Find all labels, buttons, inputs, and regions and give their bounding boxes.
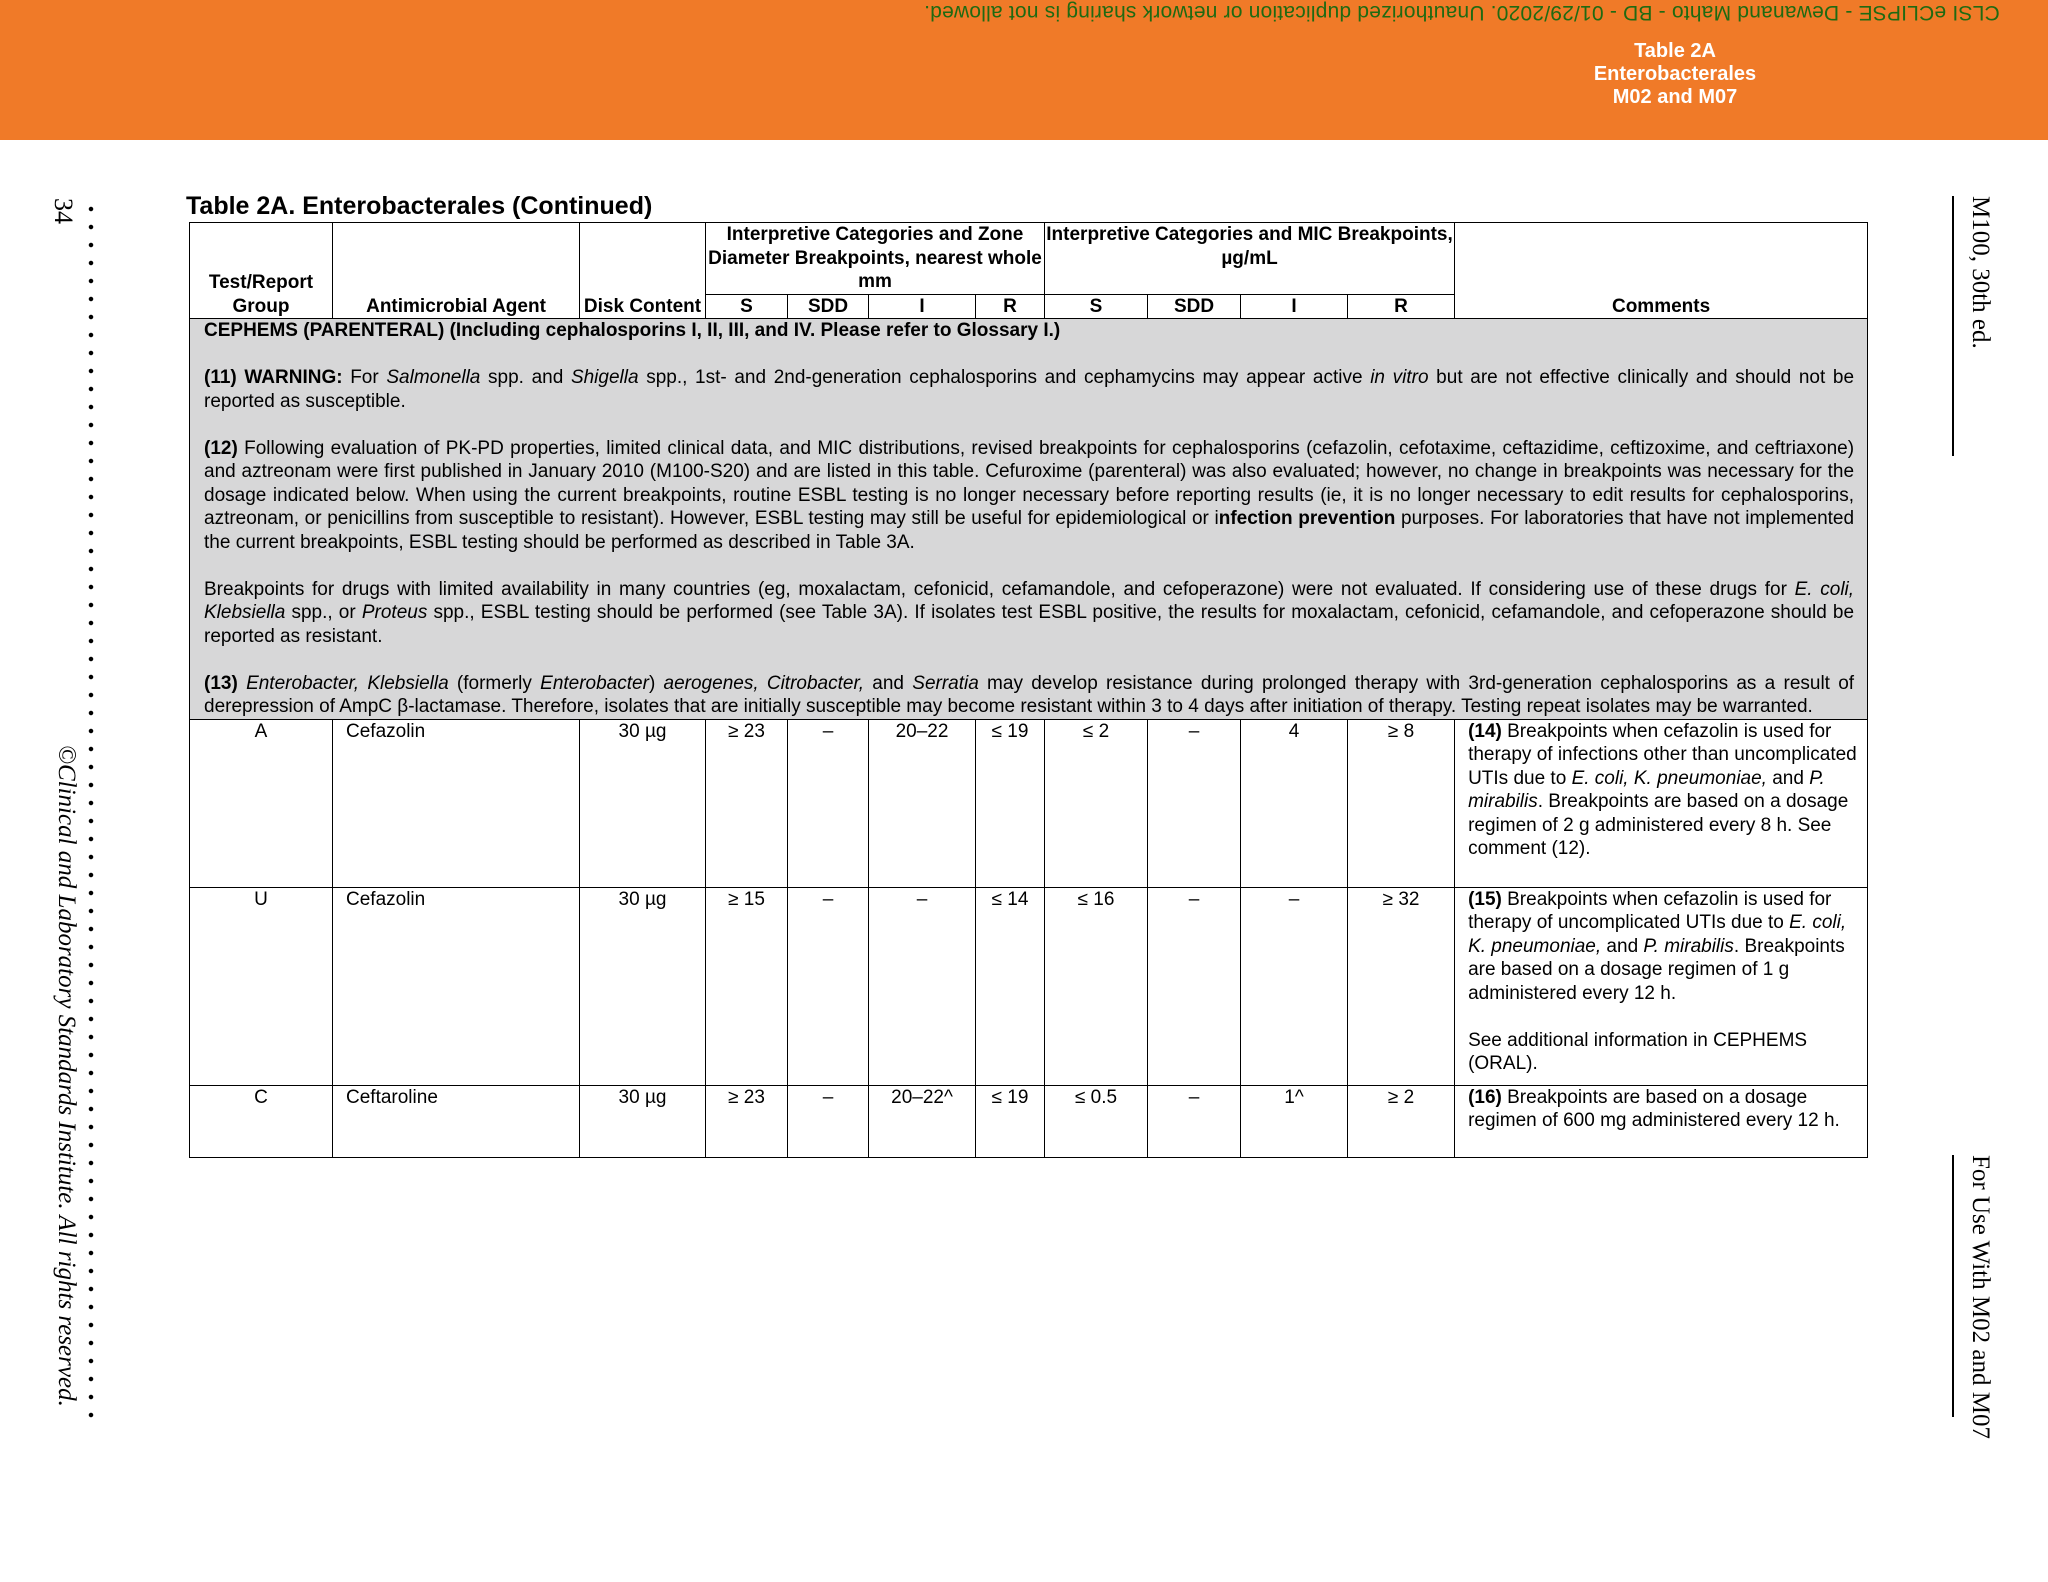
cell-disk: 30 µg	[580, 887, 706, 1085]
cell-comment: (16) Breakpoints are based on a dosage regimen of 600 mg administered every 12 h.	[1455, 1085, 1868, 1157]
col-header-zone-r: R	[976, 294, 1045, 319]
cell-agent: Ceftaroline	[333, 1085, 580, 1157]
cell-zone-sdd: –	[788, 887, 869, 1085]
col-header-group: Test/Report Group	[190, 223, 333, 319]
col-header-zone-s: S	[706, 294, 788, 319]
col-header-zone-i: I	[869, 294, 976, 319]
cell-mic-sdd: –	[1148, 887, 1241, 1085]
cell-zone-sdd: –	[788, 1085, 869, 1157]
dotted-rule	[88, 200, 94, 1420]
header-banner	[0, 0, 2048, 140]
for-use-text: For Use With M02 and M07	[1967, 1155, 1994, 1439]
table-row	[190, 1085, 1868, 1157]
section-heading: CEPHEMS (PARENTERAL) (Including cephalosporins I, II, III, and IV. Please refer to Glossary I.)	[204, 320, 1061, 341]
col-header-zone: Interpretive Categories and Zone Diameter Breakpoints, nearest whole mm	[706, 223, 1045, 295]
cell-zone-i: 20–22^	[869, 1085, 976, 1157]
copyright-sidebar	[48, 745, 88, 1425]
cell-mic-r: ≥ 32	[1348, 887, 1455, 1085]
cell-comment: (14) Breakpoints when cefazolin is used for therapy of infections other than uncomplicated UTIs due to E. coli, K. pneumoniae, and P. mirabilis. Breakpoints are based on a dosage regimen of 2 g administered every 8 h. See comment (12).	[1455, 719, 1868, 887]
cell-mic-i: 1^	[1241, 1085, 1348, 1157]
page-title: Table 2A. Enterobacterales (Continued)	[186, 192, 653, 220]
divider	[1952, 1155, 1954, 1417]
cell-zone-r: ≤ 19	[976, 1085, 1045, 1157]
col-header-mic-r: R	[1348, 294, 1455, 319]
cell-mic-s: ≤ 2	[1045, 719, 1148, 887]
col-header-agent: Antimicrobial Agent	[333, 223, 580, 319]
col-header-mic: Interpretive Categories and MIC Breakpoints, µg/mL	[1045, 223, 1455, 295]
cell-comment: (15) Breakpoints when cefazolin is used for therapy of uncomplicated UTIs due to E. coli, K. pneumoniae, and P. mirabilis. Breakpoints are based on a dosage regimen of 1 g administered every 12 h. See additional information in CEPHEMS (ORAL).	[1455, 887, 1868, 1085]
cell-group: U	[190, 887, 333, 1085]
cell-zone-s: ≥ 23	[706, 719, 788, 887]
cell-mic-i: 4	[1241, 719, 1348, 887]
cell-mic-s: ≤ 0.5	[1045, 1085, 1148, 1157]
comment-12: (12) Following evaluation of PK-PD properties, limited clinical data, and MIC distributions, revised breakpoints for cephalosporins (cefazolin, cefotaxime, ceftazidime, ceftizoxime, and ceftriaxone) and aztreonam were first published in January 2010 (M100-S20) and are listed in this table. Cefuroxime (parenteral) was also evaluated; however, no change in breakpoints was necessary for the dosage indicated below. When using the current breakpoints, routine ESBL testing is no longer necessary before reporting results (ie, it is no longer necessary to edit results for cephalosporins, aztreonam, or penicillins from susceptible to resistant). However, ESBL testing may still be useful for epidemiological or infection prevention purposes. For laboratories that have not implemented the current breakpoints, ESBL testing should be performed as described in Table 3A.	[204, 437, 1855, 553]
breakpoint-table	[189, 222, 1868, 1158]
breakpoints-note: Breakpoints for drugs with limited availability in many countries (eg, moxalactam, cefonicid, cefamandole, and cefoperazone) were not evaluated. If considering use of these drugs for E. coli, Klebsiella spp., or Proteus spp., ESBL testing should be performed (see Table 3A). If isolates test ESBL positive, the results for moxalactam, cefonicid, cefamandole, and cefoperazone should be reported as resistant.	[204, 578, 1855, 647]
col-header-disk: Disk Content	[580, 223, 706, 319]
cell-group: A	[190, 719, 333, 887]
header-row	[190, 223, 1868, 295]
section-notes	[190, 319, 1868, 720]
cell-group: C	[190, 1085, 333, 1157]
cell-mic-sdd: –	[1148, 719, 1241, 887]
watermark-text: CLSI eCLIPSE - Dewanand Mahto - BD - 01/29/2020. Unauthorized duplication or network sharing is not allowed.	[924, 1, 2000, 24]
edition-text: M100, 30th ed.	[1967, 196, 1994, 349]
cell-agent: Cefazolin	[333, 887, 580, 1085]
comment-13: (13) Enterobacter, Klebsiella (formerly Enterobacter) aerogenes, Citrobacter, and Serratia may develop resistance during prolonged therapy with 3rd-generation cephalosporins as a result of derepression of AmpC β-lactamase. Therefore, isolates that are initially susceptible may become resistant within 3 to 4 days after initiation of therapy. Testing repeat isolates may be warranted.	[204, 672, 1855, 717]
cell-mic-i: –	[1241, 887, 1348, 1085]
col-header-mic-s: S	[1045, 294, 1148, 319]
cell-mic-r: ≥ 8	[1348, 719, 1455, 887]
table-row	[190, 887, 1868, 1085]
divider	[1952, 196, 1954, 456]
cell-zone-r: ≤ 14	[976, 887, 1045, 1085]
cell-mic-sdd: –	[1148, 1085, 1241, 1157]
banner-title	[1580, 40, 1770, 109]
cell-zone-sdd: –	[788, 719, 869, 887]
cell-zone-s: ≥ 23	[706, 1085, 788, 1157]
cell-mic-s: ≤ 16	[1045, 887, 1148, 1085]
cell-zone-s: ≥ 15	[706, 887, 788, 1085]
page-number: 34	[49, 198, 78, 224]
banner-title-line: Enterobacterales	[1593, 63, 1757, 85]
col-header-mic-i: I	[1241, 294, 1348, 319]
cell-zone-i: –	[869, 887, 976, 1085]
col-header-comments: Comments	[1455, 223, 1868, 319]
section-row	[190, 319, 1868, 720]
cell-zone-i: 20–22	[869, 719, 976, 887]
cell-mic-r: ≥ 2	[1348, 1085, 1455, 1157]
copyright-text: ©Clinical and Laboratory Standards Institute. All rights reserved.	[53, 745, 80, 1407]
cell-disk: 30 µg	[580, 1085, 706, 1157]
banner-title-line: M02 and M07	[1612, 86, 1738, 108]
col-header-zone-sdd: SDD	[788, 294, 869, 319]
cell-disk: 30 µg	[580, 719, 706, 887]
banner-title-line: Table 2A	[1634, 40, 1716, 62]
col-header-mic-sdd: SDD	[1148, 294, 1241, 319]
cell-zone-r: ≤ 19	[976, 719, 1045, 887]
table-row	[190, 719, 1868, 887]
cell-agent: Cefazolin	[333, 719, 580, 887]
comment-11: (11) WARNING: For Salmonella spp. and Shigella spp., 1st- and 2nd-generation cephalosporins and cephamycins may appear active in vitro but are not effective clinically and should not be reported as susceptible.	[204, 367, 1855, 412]
